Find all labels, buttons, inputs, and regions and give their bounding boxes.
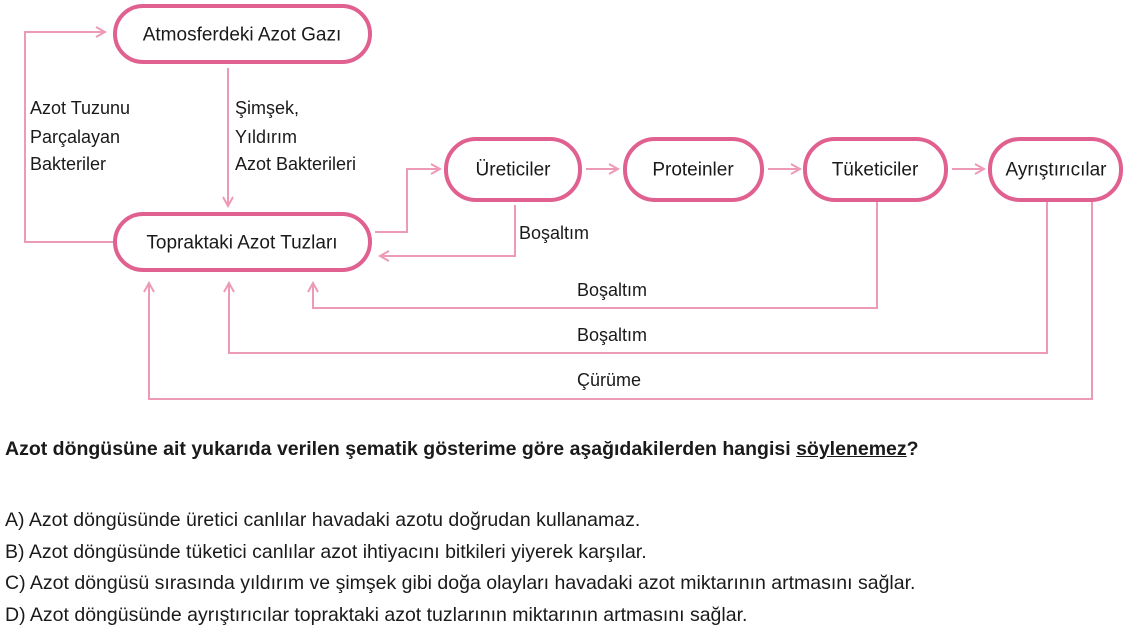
node-proteins-label: Proteinler <box>652 159 734 181</box>
label-decay: Çürüme <box>577 370 642 390</box>
option-b[interactable]: B) Azot döngüsünde tüketici canlılar azot ihtiyacını bitkileri yiyerek karşılar. <box>5 540 647 563</box>
node-producers-label: Üreticiler <box>475 159 551 181</box>
question-text-main: Azot döngüsüne ait yukarıda verilen şematik gösterime göre aşağıdakilerden hangisi <box>5 438 797 460</box>
label-bacteria-line1: Azot Tuzunu <box>30 98 131 118</box>
option-c[interactable]: C) Azot döngüsü sırasında yıldırım ve şimşek gibi doğa olayları havadaki azot miktarının artmasını sağlar. <box>5 572 916 594</box>
answer-options <box>5 505 915 631</box>
label-excretion-decomposers: Boşaltım <box>577 325 648 345</box>
arrow-soil-to-producers <box>375 169 440 232</box>
label-bacteria-line3: Bakteriler <box>30 154 107 174</box>
label-lightning-line3: Azot Bakterileri <box>235 154 357 174</box>
arrow-producers-excretion <box>380 205 515 256</box>
label-excretion-producers: Boşaltım <box>519 223 590 243</box>
question-emphasis: söylenemez <box>796 438 907 460</box>
node-decomposers-label: Ayrıştırıcılar <box>1005 159 1107 181</box>
question-end: ? <box>906 438 919 460</box>
node-soil-salts-label: Topraktaki Azot Tuzları <box>146 232 338 254</box>
label-excretion-consumers: Boşaltım <box>577 280 648 300</box>
option-a[interactable]: A) Azot döngüsünde üretici canlılar havadaki azotu doğrudan kullanamaz. <box>5 509 641 531</box>
option-d[interactable]: D) Azot döngüsünde ayrıştırıcılar topraktaki azot tuzlarının miktarının artmasını sağlar. <box>5 603 748 626</box>
label-lightning-line2: Yıldırım <box>235 127 298 147</box>
question-text <box>5 438 1125 461</box>
label-bacteria-line2: Parçalayan <box>30 127 121 147</box>
node-consumers-label: Tüketiciler <box>831 159 919 181</box>
label-lightning-line1: Şimşek, <box>235 98 300 118</box>
node-atmosphere-label: Atmosferdeki Azot Gazı <box>142 24 342 46</box>
